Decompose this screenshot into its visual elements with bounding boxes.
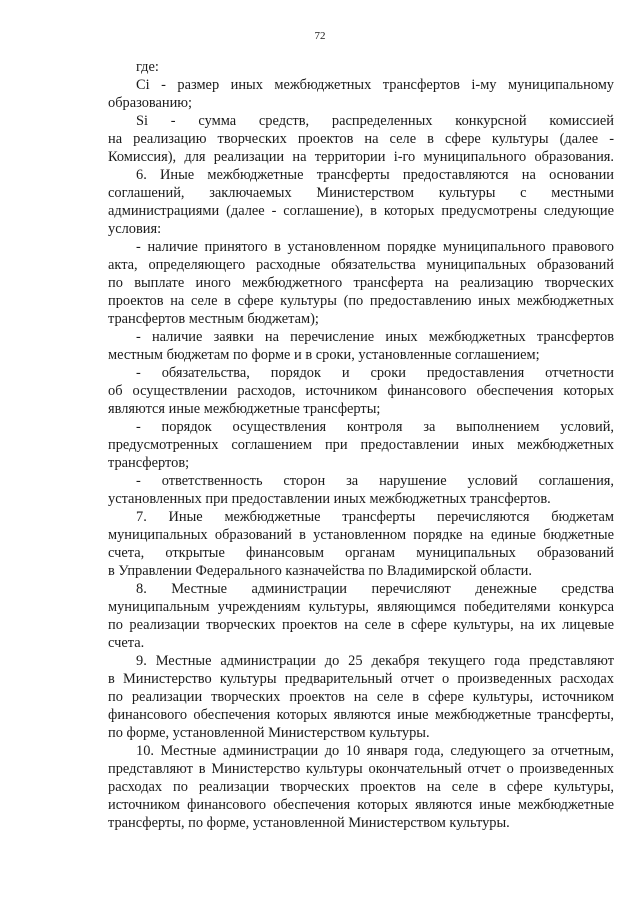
- text-line: Si - сумма средств, распределенных конкурсной комиссией: [136, 113, 614, 129]
- text-line: на реализацию творческих проектов на селе в сфере культуры (далее -: [108, 131, 614, 147]
- text-line: проектов на селе в сфере культуры (по предоставлению иных межбюджетных: [108, 293, 614, 309]
- text-line: в Министерство культуры предварительный отчет о произведенных расходах: [108, 671, 614, 687]
- text-line: расходах по реализации творческих проектов на селе в сфере культуры,: [108, 779, 614, 795]
- text-line: 10. Местные администрации до 10 января года, следующего за отчетным,: [136, 743, 614, 759]
- text-line: муниципальным учреждениям культуры, являющимся победителями конкурса: [108, 599, 614, 615]
- text-line: - наличие заявки на перечисление иных межбюджетных трансфертов: [136, 329, 614, 345]
- text-line: соглашений, заключаемых Министерством культуры с местными: [108, 185, 614, 201]
- text-line: в Управлении Федерального казначейства по Владимирской области.: [108, 563, 532, 579]
- document-body: [108, 58, 614, 832]
- text-line: администрациями (далее - соглашение), в которых предусмотрены следующие: [108, 203, 614, 219]
- text-line: 8. Местные администрации перечисляют денежные средства: [136, 581, 614, 597]
- text-line: по форме, установленной Министерством культуры.: [108, 725, 430, 741]
- text-line: образованию;: [108, 95, 193, 111]
- text-line: Комиссия), для реализации на территории i-го муниципального образования.: [108, 149, 614, 165]
- text-line: 7. Иные межбюджетные трансферты перечисляются бюджетам: [136, 509, 614, 525]
- text-line: предусмотренных соглашением при предоставлении иных межбюджетных: [108, 437, 614, 453]
- text-line: где:: [136, 59, 159, 75]
- text-line: об осуществлении расходов, источником финансового обеспечения которых: [108, 383, 614, 399]
- text-line: по реализации творческих проектов на селе в сфере культуры, на их лицевые: [108, 617, 614, 633]
- text-line: местным бюджетам по форме и в сроки, установленные соглашением;: [108, 347, 540, 363]
- text-line: финансового обеспечения которых являются иные межбюджетные трансферты,: [108, 707, 614, 723]
- text-line: являются иные межбюджетные трансферты;: [108, 401, 381, 417]
- text-line: трансфертов;: [108, 455, 190, 471]
- text-line: акта, определяющего расходные обязательства муниципальных образований: [108, 257, 614, 273]
- text-line: трансфертов местным бюджетам);: [108, 311, 319, 327]
- text-line: условия:: [108, 221, 162, 237]
- text-line: 9. Местные администрации до 25 декабря текущего года представляют: [136, 653, 614, 669]
- text-line: представляют в Министерство культуры окончательный отчет о произведенных: [108, 761, 614, 777]
- text-line: - обязательства, порядок и сроки предоставления отчетности: [136, 365, 614, 381]
- page-number: 72: [314, 30, 326, 42]
- text-line: - ответственность сторон за нарушение условий соглашения,: [136, 473, 614, 489]
- text-line: по реализации творческих проектов на селе в сфере культуры, источником: [108, 689, 614, 705]
- text-line: Ci - размер иных межбюджетных трансфертов i-му муниципальному: [136, 77, 614, 93]
- text-line: источником финансового обеспечения которых являются иные межбюджетные: [108, 797, 614, 813]
- text-line: по выплате иного межбюджетного трансферта на реализацию творческих: [108, 275, 614, 291]
- text-line: - наличие принятого в установленном порядке муниципального правового: [136, 239, 614, 255]
- text-line: счета.: [108, 635, 145, 651]
- text-line: - порядок осуществления контроля за выполнением условий,: [136, 419, 614, 435]
- text-line: счета, открытые финансовым органам муниципальных образований: [108, 545, 614, 561]
- text-line: установленных при предоставлении иных межбюджетных трансфертов.: [108, 491, 551, 507]
- text-line: 6. Иные межбюджетные трансферты предоставляются на основании: [136, 167, 614, 183]
- text-line: трансферты, по форме, установленной Министерством культуры.: [108, 815, 510, 831]
- text-line: муниципальных образований в установленном порядке на единые бюджетные: [108, 527, 614, 543]
